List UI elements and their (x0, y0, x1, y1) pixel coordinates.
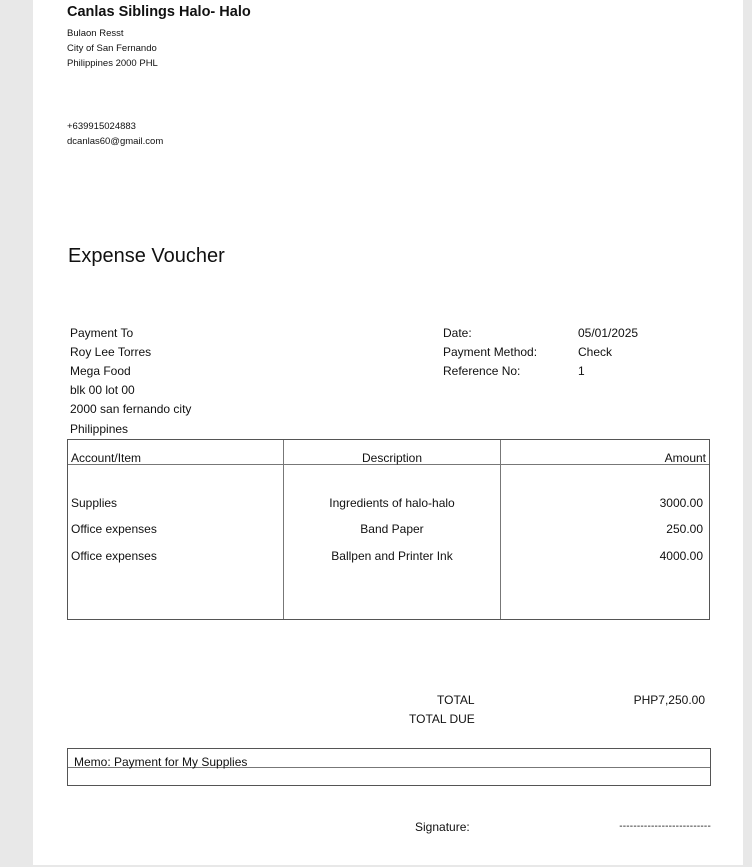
address-line: Philippines 2000 PHL (67, 58, 158, 69)
payee-line: blk 00 lot 00 (70, 383, 135, 397)
memo-box (67, 748, 711, 786)
payment-method-value: Check (578, 345, 613, 359)
row-account: Office expenses (71, 522, 157, 536)
payee-block (70, 324, 191, 439)
details-values (578, 324, 638, 381)
payee-line: 2000 san fernando city (70, 402, 192, 416)
company-address (67, 26, 158, 71)
payee-line: Mega Food (70, 364, 131, 378)
company-phone: +639915024883 (67, 121, 136, 132)
date-value: 05/01/2025 (578, 326, 639, 340)
payee-line: Roy Lee Torres (70, 345, 152, 359)
payee-line: Philippines (70, 422, 129, 436)
total-due-label: TOTAL DUE (409, 712, 475, 726)
address-line: City of San Fernando (67, 43, 157, 54)
total-value: PHP7,250.00 (633, 693, 705, 707)
signature-line: -------------------------- (619, 821, 711, 832)
header-account: Account/Item (71, 451, 142, 465)
total-label: TOTAL (437, 693, 475, 707)
company-contact (67, 119, 163, 149)
company-email: dcanlas60@gmail.com (67, 136, 164, 147)
header-amount: Amount (664, 451, 706, 465)
date-label: Date: (443, 326, 472, 340)
row-description: Ballpen and Printer Ink (331, 549, 453, 563)
row-account: Supplies (71, 496, 118, 510)
document-title: Expense Voucher (68, 245, 225, 267)
address-line: Bulaon Resst (67, 28, 124, 39)
row-description: Ingredients of halo-halo (329, 496, 455, 510)
payee-heading: Payment To (70, 326, 134, 340)
row-description: Band Paper (360, 522, 424, 536)
company-name: Canlas Siblings Halo- Halo (67, 4, 251, 20)
header-description: Description (361, 451, 423, 465)
voucher-page (33, 0, 743, 865)
row-account: Office expenses (71, 549, 157, 563)
row-amount: 4000.00 (659, 549, 703, 563)
reference-label: Reference No: (443, 364, 521, 378)
memo-text: Memo: Payment for My Supplies (74, 755, 248, 769)
column-divider (500, 440, 501, 619)
row-amount: 250.00 (666, 522, 703, 536)
payment-method-label: Payment Method: (443, 345, 538, 359)
row-amount: 3000.00 (659, 496, 703, 510)
items-table (67, 439, 710, 620)
reference-value: 1 (578, 364, 585, 378)
signature-label: Signature: (415, 820, 470, 834)
details-labels (443, 324, 537, 381)
